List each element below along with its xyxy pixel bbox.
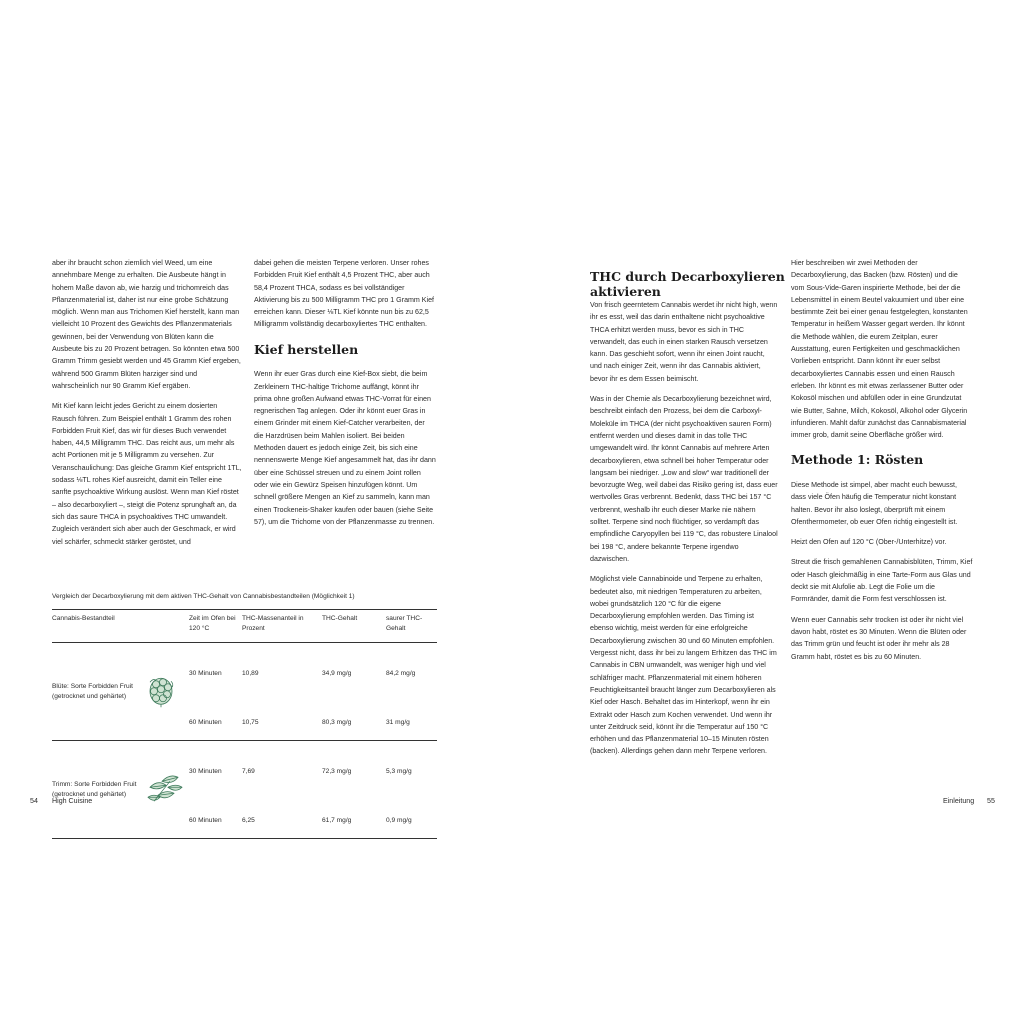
- right-page-column-1: [590, 299, 778, 766]
- table-cell: 72,3 mg/g: [322, 768, 352, 776]
- left-page-column-2: [254, 257, 436, 536]
- category-cell-bluete: [52, 643, 189, 741]
- right-page-column-2: [791, 257, 973, 671]
- table-cell: 31 mg/g: [386, 718, 410, 726]
- table-cell: 84,2 mg/g: [386, 670, 416, 678]
- table-cell: 30 Minuten: [189, 768, 222, 776]
- section-heading-methode-1: Methode 1: Rösten: [791, 452, 924, 468]
- page-number-left: 54: [30, 797, 38, 805]
- paragraph: aber ihr braucht schon ziemlich viel Weed, um eine annehmbare Menge zu erhalten. Die Ausbeute hängt in hohem Maße davon ab, wie harzig und trichomreich das Pflanzenmaterial ist, daher ist nur eine grobe Schätzung möglich. Wenn man aus Trichomen Kief herstellt, kann man vielleicht 10 Prozent des Gewichts des Pflanzenmaterials gewinnen, bei der Verwendung von Blüten kann die Ausbeute bis zu 20 Prozent betragen. So könnten etwa 500 Gramm Trimm gesiebt werden und 45 Gramm Kief ergeben, während 500 Gramm Blüten harziger sind und wahrscheinlich nur 90 Gramm Kief ergäben.: [52, 259, 241, 390]
- table-cell: 5,3 mg/g: [386, 768, 412, 776]
- running-title-left: High Cuisine: [52, 797, 93, 805]
- table-cell: 34,9 mg/g: [322, 670, 352, 678]
- paragraph: Wenn euer Cannabis sehr trocken ist oder ihr nicht viel davon habt, röstet es 30 Minuten. Wenn die Blüten oder das Trimm grün und feucht ist oder ihr mehr als 28 Gramm habt, röstet es bis zu 60 Minuten.: [791, 615, 967, 661]
- running-title-right: Einleitung: [943, 797, 975, 805]
- table-row: [52, 643, 437, 706]
- paragraph: Hier beschreiben wir zwei Methoden der Decarboxylierung, das Backen (bzw. Rösten) und die vom Sous-Vide-Garen inspirierte Methode, bei der die Lebensmittel in einem Beutel vakuumiert und über eine bestimmte Zeit bei einer genau festgelegten, konstanten Temperatur in heißem Wasser gegart werden. Ihr könnt die Methode wählen, die eurem Zeitplan, eurer Ausstattung, euren Fertigkeiten und geschmacklichen Vorlieben entspricht. Dann könnt ihr euer selbst decarboxyliertes Cannabis essen und einen Rausch erleben. Ihr könnt es mit etwas zerlassener Butter oder Kokosöl mischen und abfüllen oder in eine Grundzutat wie Butter, Sahne, Milch, Kokosöl, Alkohol oder Glycerin infundieren. Mahlt dafür zunächst das Cannabismaterial immer grob, damit seine Oberfläche größer wird.: [791, 259, 968, 440]
- table-cell: 10,75: [242, 718, 259, 726]
- table-header-row: [52, 610, 437, 643]
- category-label: Trimm: Sorte Forbidden Fruit (getrocknet und gehärtet): [52, 781, 137, 798]
- table-cell: 60 Minuten: [189, 718, 222, 726]
- column-header: saurer THC-Gehalt: [386, 615, 423, 632]
- cannabis-leaf-trim-icon: [144, 771, 184, 809]
- table-cell: 7,69: [242, 768, 255, 776]
- paragraph: Streut die frisch gemahlenen Cannabisblüten, Trimm, Kief oder Hasch gleichmäßig in eine Tarte-Form aus Glas und deckt sie mit Alufolie ab. Legt die Folie um die Formränder, damit die Form fest verschlossen ist.: [791, 558, 973, 604]
- table-cell: 61,7 mg/g: [322, 816, 352, 824]
- page-number-right: 55: [987, 797, 995, 805]
- table-cell: 60 Minuten: [189, 816, 222, 824]
- column-header: Cannabis-Bestandteil: [52, 615, 115, 622]
- paragraph: Was in der Chemie als Decarboxylierung bezeichnet wird, beschreibt einfach den Prozess, bei dem die Carboxyl-Moleküle im THCA (der nicht psychoaktiven sauren Form) entfernt werden und dieses damit in das tolle THC umgewandelt wird. Ihr könnt Cannabis auf mehrere Arten decarboxylieren, etwa schnell bei hoher Temperatur oder langsam bei niedriger. „Low and slow“ war traditionell der bevorzugte Weg, weil dabei das Risiko gering ist, dass euer wertvolles Gras verbrennt. Bedenkt, dass THC bei 157 °C verbrennt, weshalb ihr euch dieser Marke nie nähern solltet. Terpene sind noch flüchtiger, so verdampft das empfindliche Caryopyllen bei 119 °C, das robustere Linalool bei 198 °C, andere bekannte Terpene irgendwo dazwischen.: [590, 395, 778, 563]
- paragraph: Wenn ihr euer Gras durch eine Kief-Box siebt, die beim Zerkleinern THC-haltige Trichome auffängt, könnt ihr prima ohne großen Aufwand etwas THC-Vorrat für einen regnerischen Tag anlegen. Oder ihr könnt euer Gras in einem Grinder mit einem Kief-Catcher verarbeiten, der die Harzdrüsen beim Mahlen isoliert. Bei beiden Methoden dauert es jedoch einige Zeit, bis sich eine nennenswerte Menge Kief angesammelt hat, das ihr dann über eine Schüssel streuen und zu einem Joint rollen oder wie ein Gewürz Speisen hinzufügen könnt. Um schnell größere Mengen an Kief zu sammeln, kann man einen Trockeneis-Shaker kaufen oder bauen (siehe Seite 57), um die Trichome von der Pflanzenmasse zu trennen.: [254, 370, 436, 526]
- decarboxylation-table: [52, 609, 437, 839]
- category-label: Blüte: Sorte Forbidden Fruit (getrocknet und gehärtet): [52, 683, 133, 700]
- table-row: [52, 741, 437, 804]
- paragraph: dabei gehen die meisten Terpene verloren. Unser rohes Forbidden Fruit Kief enthält 4,5 Prozent THC, aber auch 58,4 Prozent THCA, sodass es bei vollständiger Aktivierung bis zu 500 Milligramm THC pro 1 Gramm Kief erreichen kann. Dieser ⅛TL Kief könnte nun bis zu 62,5 Milligramm vollständig decarboxyliertes THC enthalten.: [254, 259, 435, 329]
- paragraph: Diese Methode ist simpel, aber macht euch bewusst, dass viele Öfen häufig die Temperatur nicht konstant halten. Bevor ihr also loslegt, überprüft mit einem Ofenthermometer, ob euer Ofen richtig eingestellt ist.: [791, 480, 958, 526]
- table-caption: Vergleich der Decarboxylierung mit dem aktiven THC-Gehalt von Cannabisbestandteilen (Möglichkeit 1): [52, 593, 355, 600]
- table-cell: 10,89: [242, 670, 259, 678]
- category-cell-trimm: [52, 741, 189, 839]
- paragraph: Möglichst viele Cannabinoide und Terpene zu erhalten, bedeutet also, mit niedrigen Temperaturen zu arbeiten, wobei grundsätzlich 120 °C für die eigene Decarboxylierung empfohlen werden. Das Timing ist ebenso wichtig, meist werden für eine erfolgreiche Decarboxylierung zwischen 30 und 60 Minuten empfohlen. Vergesst nicht, dass ihr bei zu langem Erhitzen das THC im Cannabis in CBN umwandelt, was weniger high und viel schläfriger macht. Pflanzenmaterial mit einem höheren Feuchtigkeitsanteil braucht länger zum Decarboxylieren als Kief oder Hasch. Behaltet das im Hinterkopf, wenn ihr ein Extrakt oder Hasch zum Kochen verwendet. Und wenn ihr unter Zeitdruck seid, könnt ihr die Temperatur auf 150 °C erhöhen und das Pflanzenmaterial 10–15 Minuten rösten (backen). Allerdings gehen dann mehr Terpene verloren.: [590, 575, 777, 756]
- table-cell: 6,25: [242, 816, 255, 824]
- column-header: THC-Gehalt: [322, 615, 358, 622]
- paragraph: Heizt den Ofen auf 120 °C (Ober-/Unterhitze) vor.: [791, 538, 947, 547]
- paragraph: Mit Kief kann leicht jedes Gericht zu einem dosierten Rausch führen. Zum Beispiel enthält 1 Gramm des rohen Forbidden Fruit Kief, das wir für dieses Buch verwendet haben, 44,5 Milligramm THC. Das reicht aus, um mehr als acht Portionen mit je 5 Milligramm zu versehen. Zur Veranschaulichung: Das gleiche Gramm Kief entspricht 1TL, sodass ⅛TL rohes Kief ausreicht, damit ein Teller eine sanfte psychoaktive Wirkung auslöst. Wenn man Kief röstet – also decarboxyliert –, steigt die Potenz sprunghaft an, da sich das saure THCA in psychoaktives THC umwandelt. Zugleich verändert sich aber auch der Geschmack, er wird viel schärfer, schmeckt stärker geröstet, und: [52, 402, 242, 546]
- table-cell: 0,9 mg/g: [386, 816, 412, 824]
- section-heading-kief-herstellen: Kief herstellen: [254, 341, 359, 357]
- paragraph: Von frisch geerntetem Cannabis werdet ihr nicht high, wenn ihr es esst, weil das darin enthaltene nicht psychoaktive THCA erhitzt werden muss, bevor es sich in THC verwandelt, das euch in einen starken Rausch versetzen kann. Das geschieht sofort, wenn ihr einen Joint raucht, und nach einiger Zeit, wenn ihr das Cannabis aktiviert, bevor ihr es dem Essen beimischt.: [590, 301, 778, 383]
- section-heading-thc-decarboxylieren: THC durch Decarboxylieren aktivieren: [590, 269, 785, 299]
- cannabis-bud-icon: [144, 672, 178, 712]
- column-header: THC-Massenanteil in Prozent: [242, 615, 304, 632]
- table-cell: 30 Minuten: [189, 670, 222, 678]
- left-page-column-1: [52, 257, 242, 556]
- column-header: Zeit im Ofen bei 120 °C: [189, 615, 236, 632]
- table-cell: 80,3 mg/g: [322, 718, 352, 726]
